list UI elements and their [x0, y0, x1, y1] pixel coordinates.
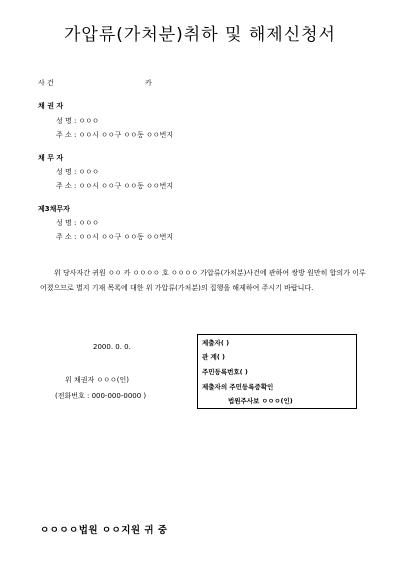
submitter-field: 제출자( ): [202, 339, 230, 347]
id-check-label: 제출자의 주민등록증확인: [202, 383, 274, 391]
applicant-phone: (전화번호 : 000-000-0000 ): [55, 392, 147, 400]
applicant-signature: 위 채권자 ㅇㅇㅇ(인): [65, 376, 130, 384]
third-debtor-name-value: ㅇㅇㅇ: [78, 219, 99, 227]
creditor-name-label: 성 명 :: [56, 117, 77, 125]
relationship-field: 관 계( ): [202, 353, 226, 361]
court-addressee: ㅇㅇㅇㅇ법원 ㅇㅇ지원 귀 중: [40, 525, 168, 536]
debtor-name-label: 성 명 :: [56, 168, 77, 176]
court-clerk-signature: 법원주사보 ㅇㅇㅇ(인): [228, 397, 293, 405]
third-debtor-address-label: 주 소 :: [56, 233, 77, 241]
creditor-name-value: ㅇㅇㅇ: [78, 117, 99, 125]
filing-date: 2000. 0. 0.: [93, 343, 131, 351]
creditor-heading: 채 권 자: [38, 102, 64, 110]
creditor-address-value: ㅇㅇ시 ㅇㅇ구 ㅇㅇ동 ㅇㅇ번지: [78, 131, 174, 139]
resident-number-field: 주민등록번호( ): [202, 368, 248, 376]
request-body-text: 위 당사자간 귀원 ㅇㅇ 카 ㅇㅇㅇㅇ 호 ㅇㅇㅇㅇ 가압류(가처분)사건에 관하여 쌍방 원만히 합의가 이루어졌으므로 별지 기재 목록에 대한 위 가압류(가처분)의 집행을 해제하여 주시기 바랍니다.: [40, 269, 366, 292]
debtor-name-value: ㅇㅇㅇ: [78, 168, 99, 176]
third-debtor-name-label: 성 명 :: [56, 219, 77, 227]
third-debtor-heading: 제3채무자: [38, 205, 70, 213]
debtor-name-row: [56, 167, 99, 177]
debtor-address-label: 주 소 :: [56, 182, 77, 190]
creditor-address-row: [56, 130, 173, 140]
debtor-address-row: [56, 181, 173, 191]
creditor-name-row: [56, 116, 99, 126]
debtor-address-value: ㅇㅇ시 ㅇㅇ구 ㅇㅇ동 ㅇㅇ번지: [78, 182, 174, 190]
case-label: 사 건: [38, 79, 54, 87]
third-debtor-name-row: [56, 218, 99, 228]
debtor-heading: 채 무 자: [38, 154, 64, 162]
creditor-address-label: 주 소 :: [56, 131, 77, 139]
case-ka-label: 카: [145, 79, 152, 87]
document-title: 가압류(가처분)취하 및 해제신청서: [64, 25, 336, 45]
third-debtor-address-value: ㅇㅇ시 ㅇㅇ구 ㅇㅇ동 ㅇㅇ번지: [78, 233, 174, 241]
submitter-info-box: [197, 334, 357, 409]
third-debtor-address-row: [56, 232, 173, 242]
